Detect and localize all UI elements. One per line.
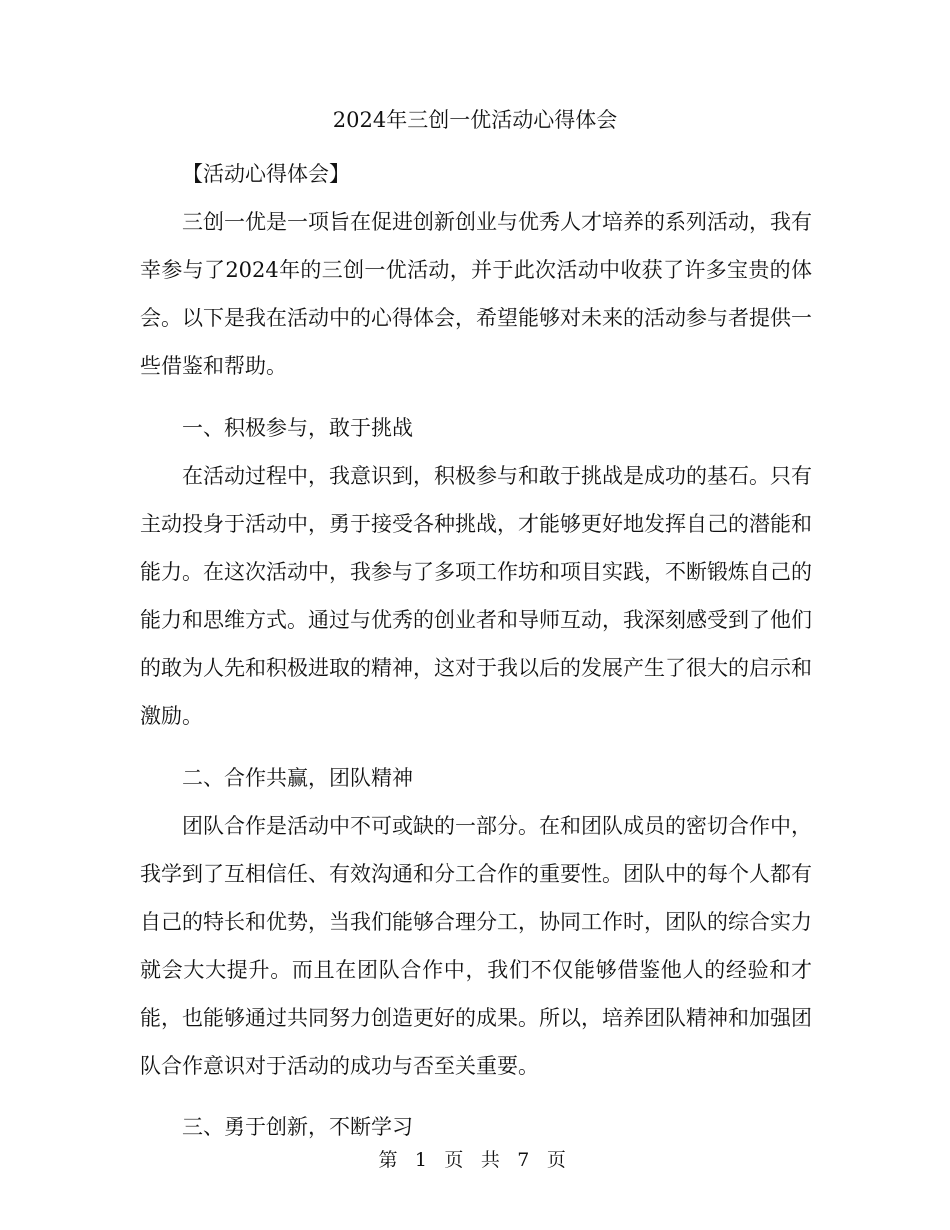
paragraph-2: 团队合作是活动中不可或缺的一部分。在和团队成员的密切合作中，我学到了互相信任、有效沟通和分工合作的重要性。团队中的每个人都有自己的特长和优势，当我们能够合理分工，协同工作时，团队的综合实力就会大大提升。而且在团队合作中，我们不仅能够借鉴他人的经验和才能，也能够通过共同努力创造更好的成果。所以，培养团队精神和加强团队合作意识对于活动的成功与否至关重要。: [140, 813, 812, 1078]
heading-2: 二、合作共赢，团队精神: [182, 765, 413, 790]
document-body: [140, 150, 812, 1151]
heading-3: 三、勇于创新，不断学习: [182, 1115, 413, 1140]
page-number-footer: 第 1 页 共 7 页: [378, 1149, 572, 1171]
intro-paragraph: 三创一优是一项旨在促进创新创业与优秀人才培养的系列活动，我有幸参与了2024年的三创一优活动，并于此次活动中收获了许多宝贵的体会。以下是我在活动中的心得体会，希望能够对未来的活动参与者提供一些借鉴和帮助。: [140, 210, 812, 378]
heading-1: 一、积极参与，敢于挑战: [182, 415, 413, 440]
document-title: 2024年三创一优活动心得体会: [332, 108, 618, 132]
paragraph-1: 在活动过程中，我意识到，积极参与和敢于挑战是成功的基石。只有主动投身于活动中，勇于接受各种挑战，才能够更好地发挥自己的潜能和能力。在这次活动中，我参与了多项工作坊和项目实践，不断锻炼自己的能力和思维方式。通过与优秀的创业者和导师互动，我深刻感受到了他们的敢为人先和积极进取的精神，这对于我以后的发展产生了很大的启示和激励。: [140, 463, 812, 728]
section-label: 【活动心得体会】: [182, 162, 350, 186]
